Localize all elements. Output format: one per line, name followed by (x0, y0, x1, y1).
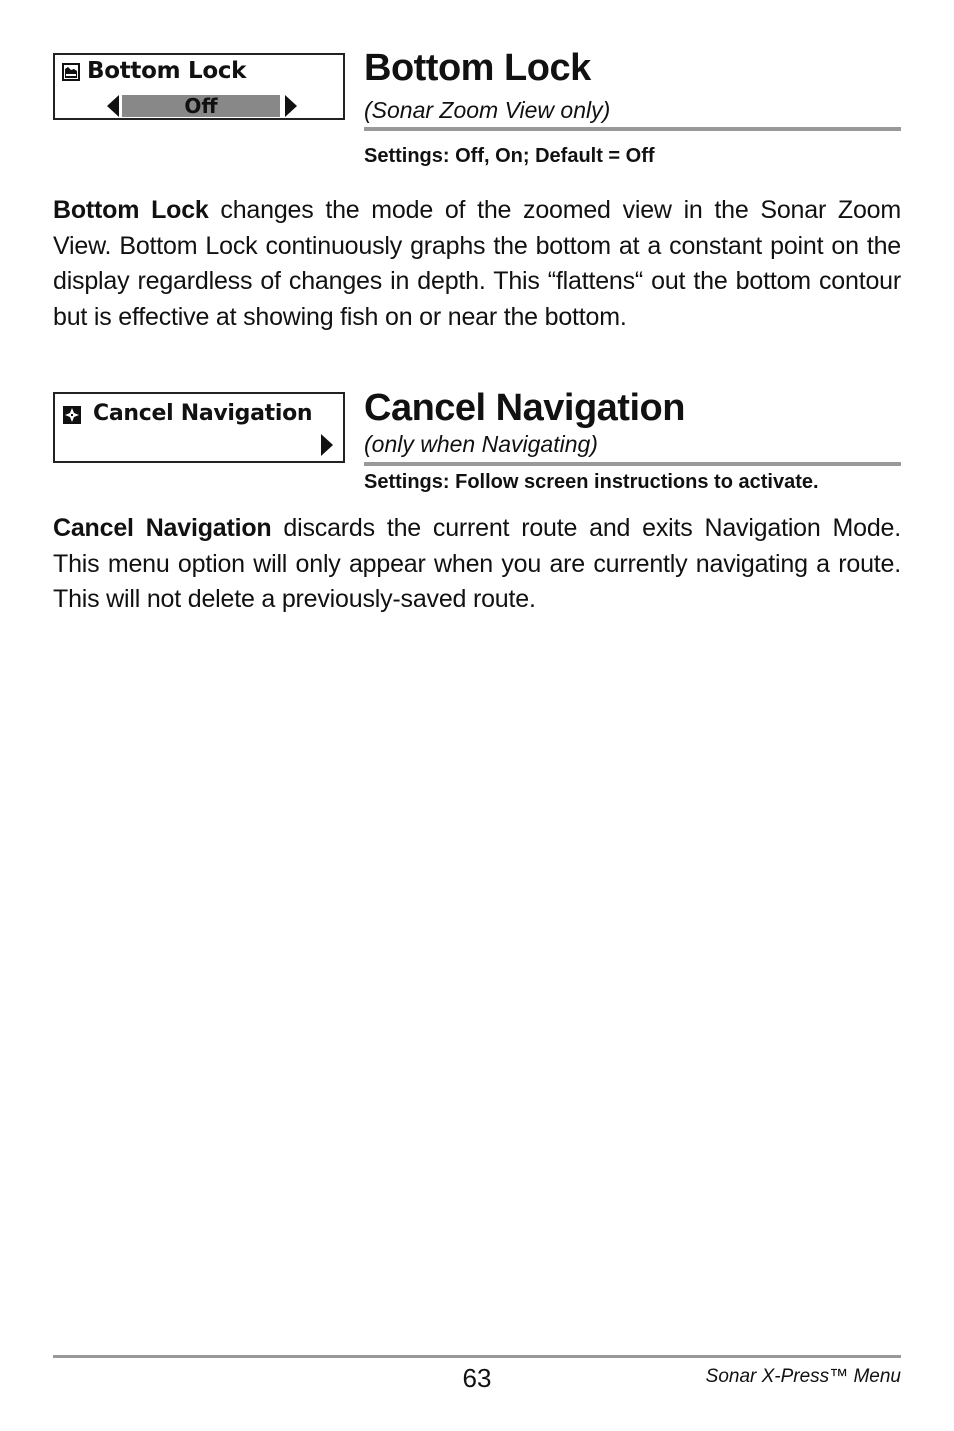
bottom-lock-value[interactable] (122, 95, 280, 117)
cancel-navigation-description-text: discards the current route and exits Navigation Mode. This menu option will only appear when you are currently navigating a route. This will not delete a previously-saved route. (53, 514, 901, 613)
navigation-icon (63, 406, 81, 424)
cancel-navigation-description (53, 511, 901, 618)
cancel-navigation-divider (364, 462, 901, 466)
bottom-lock-menu-label: Bottom Lock (87, 58, 247, 84)
page-number: 63 (462, 1363, 492, 1393)
bottom-lock-subtitle: (Sonar Zoom View only) (364, 97, 611, 123)
sonar-zoom-icon (62, 63, 80, 81)
bottom-lock-divider (364, 127, 901, 131)
arrow-right-icon[interactable] (284, 95, 298, 117)
cancel-navigation-title: Cancel Navigation (364, 387, 685, 429)
footer-divider (53, 1355, 901, 1358)
cancel-navigation-subtitle: (only when Navigating) (364, 431, 598, 457)
cancel-navigation-menu-item[interactable] (53, 392, 345, 463)
arrow-left-icon[interactable] (106, 95, 120, 117)
bottom-lock-value-text: Off (184, 94, 218, 118)
bottom-lock-description (53, 193, 901, 335)
footer-section-title: Sonar X-Press™ Menu (705, 1366, 901, 1387)
cancel-navigation-settings: Settings: Follow screen instructions to activate. (364, 471, 819, 493)
bottom-lock-settings: Settings: Off, On; Default = Off (364, 145, 655, 167)
bottom-lock-menu-item[interactable] (53, 53, 345, 120)
bottom-lock-title: Bottom Lock (364, 47, 591, 89)
bottom-lock-description-lead: Bottom Lock (53, 196, 209, 224)
bottom-lock-description-text: changes the mode of the zoomed view in the Sonar Zoom View. Bottom Lock continuously graphs the bottom at a constant point on the display regardless of changes in depth. This “flattens“ out the bottom contour but is effective at showing fish on or near the bottom. (53, 196, 901, 331)
cancel-navigation-menu-label: Cancel Navigation (93, 401, 313, 426)
arrow-right-icon[interactable] (320, 434, 334, 456)
cancel-navigation-description-lead: Cancel Navigation (53, 514, 272, 542)
